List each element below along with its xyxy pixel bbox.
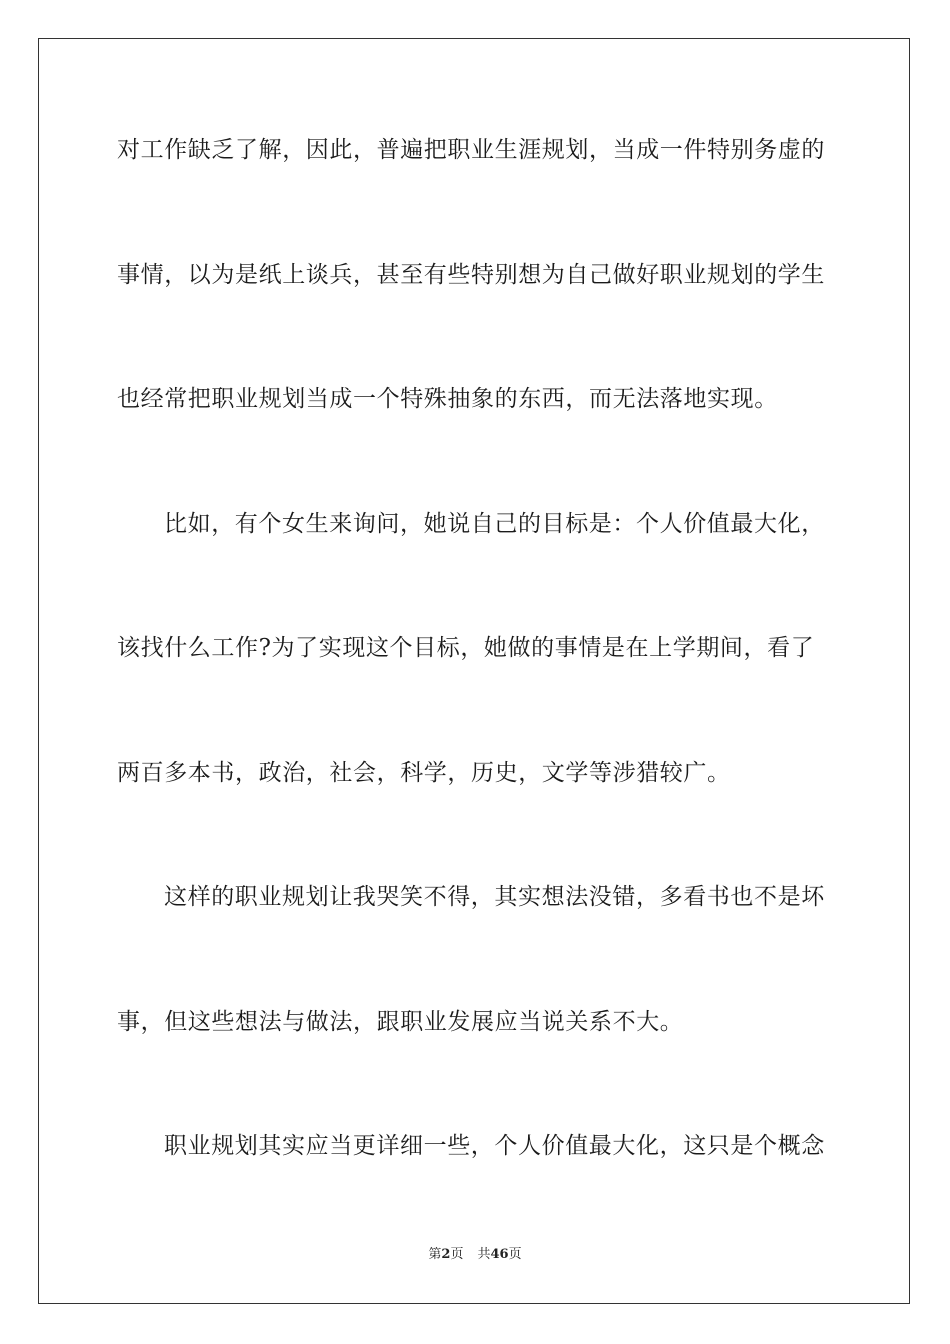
text-line: 也经常把职业规划当成一个特殊抽象的东西，而无法落地实现。	[117, 386, 778, 412]
text-line: 两百多本书，政治，社会，科学，历史，文学等涉猎较广。	[117, 760, 731, 786]
paragraph-first-line: 职业规划其实应当更详细一些，个人价值最大化，这只是个概念	[164, 1133, 825, 1159]
total-suffix: 页	[508, 1247, 522, 1262]
total-pages: 46	[490, 1247, 509, 1262]
page-prefix: 第	[428, 1247, 442, 1262]
text-line: 对工作缺乏了解，因此，普遍把职业生涯规划，当成一件特别务虚的	[117, 137, 825, 163]
page-border	[38, 38, 910, 1304]
page-number: 2	[441, 1247, 451, 1262]
paragraph-first-line: 这样的职业规划让我哭笑不得，其实想法没错，多看书也不是坏	[164, 884, 825, 910]
page-footer	[0, 1246, 950, 1264]
total-prefix: 共	[477, 1247, 491, 1262]
text-line: 该找什么工作?为了实现这个目标，她做的事情是在上学期间，看了	[117, 635, 815, 661]
paragraph-first-line: 比如，有个女生来询问，她说自己的目标是：个人价值最大化，	[164, 511, 825, 537]
text-line: 事，但这些想法与做法，跟职业发展应当说关系不大。	[117, 1009, 684, 1035]
page-suffix: 页	[450, 1247, 464, 1262]
text-line: 事情，以为是纸上谈兵，甚至有些特别想为自己做好职业规划的学生	[117, 262, 825, 288]
